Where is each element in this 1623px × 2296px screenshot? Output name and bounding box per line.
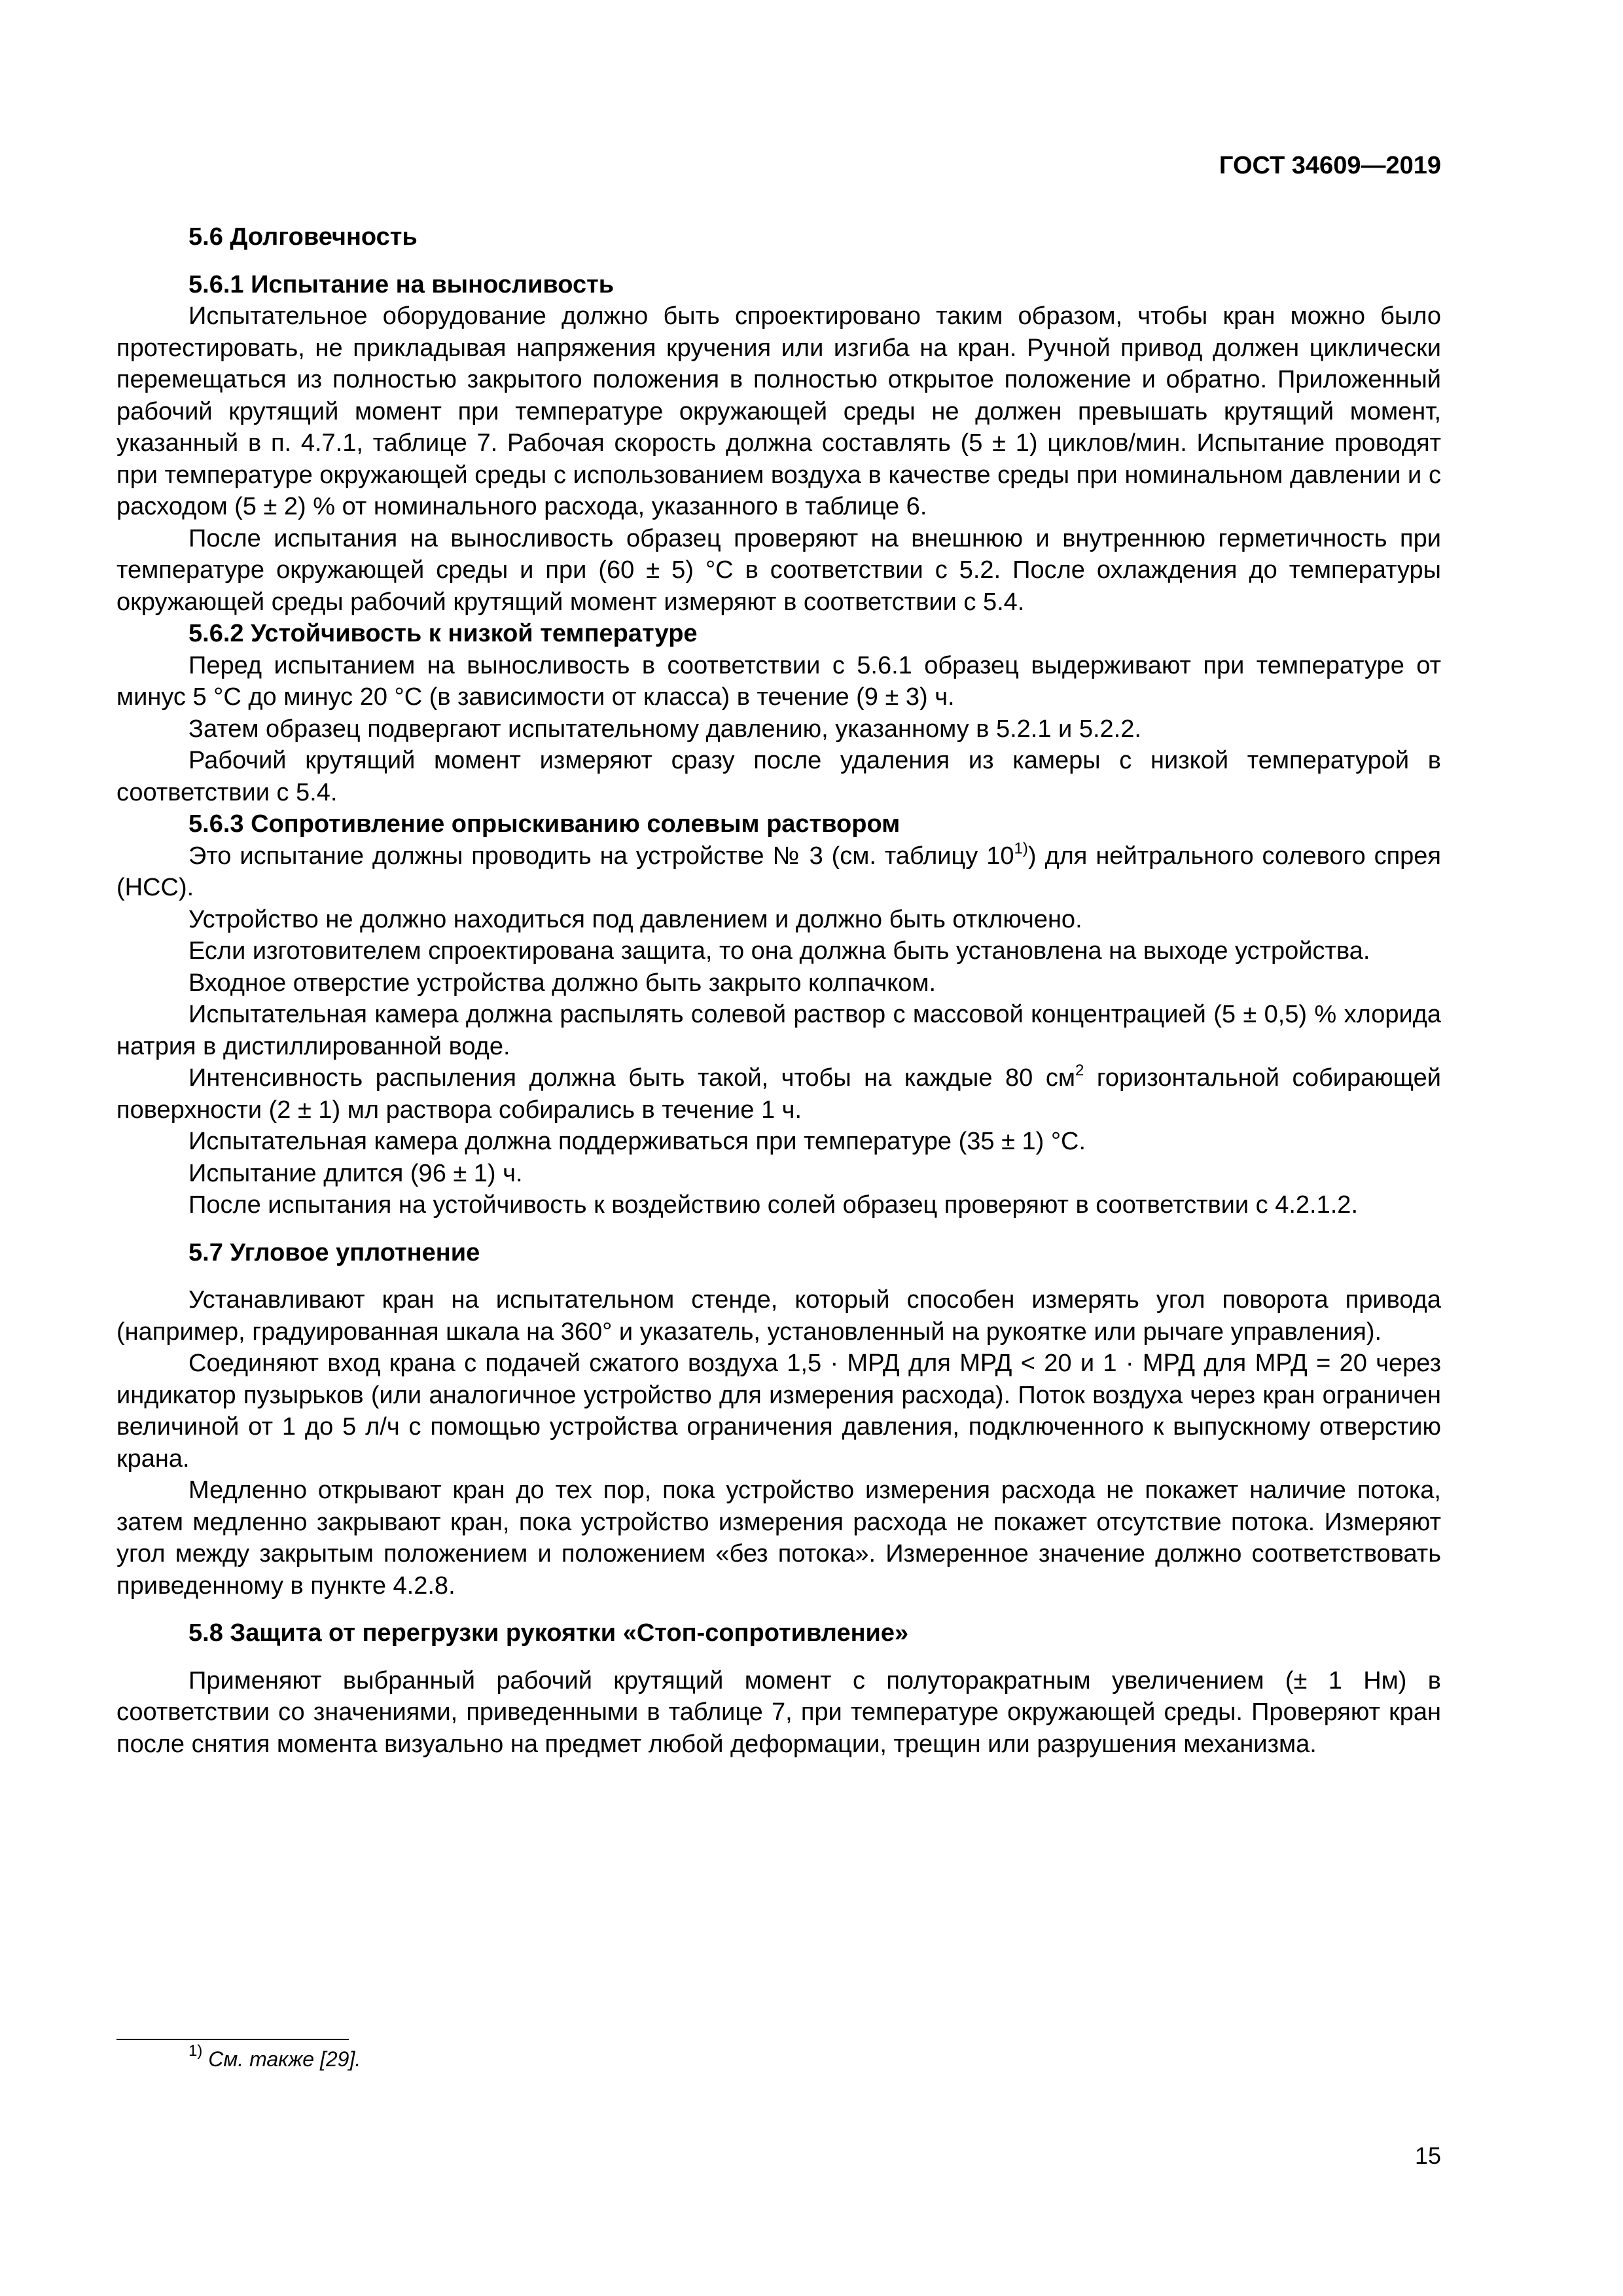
footnote-marker: 1) (188, 2042, 203, 2060)
paragraph: Соединяют вход крана с подачей сжатого воздуха 1,5 · МРД для МРД < 20 и 1 · МРД для МРД = 20 через индикатор пузырьков (или аналогичное устройство для измерения расхода). Поток воздуха через кран ограничен величиной от 1 до 5 л/ч с помощью устройства ограничения давления, подключенного к выпускному отверстию крана. (116, 1350, 1441, 1473)
paragraph: Испытательная камера должна распылять солевой раствор с массовой концентрацией (5 ± 0,5) % хлорида натрия в дистиллированной воде. (116, 1001, 1441, 1060)
document-body (116, 221, 1441, 1760)
paragraph-with-footnote-ref: Это испытание должны проводить на устройстве № 3 (см. таблицу 10$^{1)}$) для нейтрального солевого спрея (НСС). (116, 839, 1441, 901)
footnote-text: См. также [29]. (208, 2047, 361, 2071)
paragraph: Интенсивность распыления должна быть такой, чтобы на каждые 80 $см^2$ горизонтальной собирающей поверхности (2 ± 1) мл раствора собирались в течение 1 ч. (116, 1062, 1441, 1124)
paragraph: Испытательное оборудование должно быть спроектировано таким образом, чтобы кран можно было протестировать, не прикладывая напряжения кручения или изгиба на кран. Ручной привод должен циклически перемещаться из полностью закрытого положения в полностью открытое положение и обратно. Приложенный рабочий крутящий момент при температуре окружающей среды не должен превышать крутящий момент, указанный в п. 4.7.1, таблице 7. Рабочая скорость должна составлять (5 ± 1) циклов/мин. Испытание проводят при температуре окружающей среды с использованием воздуха в качестве среды при номинальном давлении и с расходом (5 ± 2) % от номинального расхода, указанного в таблице 6. (116, 302, 1441, 520)
footnote-separator (116, 2039, 349, 2040)
section-heading-5-8: 5.8 Защита от перегрузки рукоятки «Стоп-сопротивление» (188, 1619, 909, 1647)
paragraph: Если изготовителем спроектирована защита, то она должна быть установлена на выходе устройства. (188, 937, 1370, 965)
section-heading-5-6: 5.6 Долговечность (188, 223, 418, 251)
paragraph: Входное отверстие устройства должно быть закрыто колпачком. (188, 969, 936, 997)
paragraph: Затем образец подвергают испытательному давлению, указанному в 5.2.1 и 5.2.2. (188, 715, 1141, 743)
paragraph: Устройство не должно находиться под давлением и должно быть отключено. (188, 905, 1082, 933)
paragraph: После испытания на выносливость образец проверяют на внешнюю и внутреннюю герметичность при температуре окружающей среды и при (60 ± 5) °С в соответствии с 5.2. После охлаждения до температуры окружающей среды рабочий крутящий момент измеряют в соответствии с 5.4. (116, 524, 1441, 616)
footnote-reference: 1) (1014, 839, 1028, 857)
paragraph: Перед испытанием на выносливость в соответствии с 5.6.1 образец выдерживают при температуре от минус 5 °С до минус 20 °С (в зависимости от класса) в течение (9 ± 3) ч. (116, 651, 1441, 711)
paragraph: После испытания на устойчивость к воздействию солей образец проверяют в соответствии с 4.2.1.2. (188, 1191, 1359, 1219)
paragraph: Рабочий крутящий момент измеряют сразу после удаления из камеры с низкой температурой в соответствии с 5.4. (116, 747, 1441, 806)
subsection-heading-5-6-3: 5.6.3 Сопротивление опрыскиванию солевым раствором (188, 810, 901, 838)
paragraph: Испытательная камера должна поддерживаться при температуре (35 ± 1) °С. (188, 1128, 1086, 1155)
page-number: 15 (1414, 2142, 1441, 2169)
paragraph: Применяют выбранный рабочий крутящий момент с полуторакратным увеличением (± 1 Нм) в соответствии со значениями, приведенными в таблице 7, при температуре окружающей среды. Проверяют кран после снятия момента визуально на предмет любой деформации, трещин или разрушения механизма. (116, 1666, 1441, 1758)
paragraph: Испытание длится (96 ± 1) ч. (188, 1159, 523, 1187)
document-header: ГОСТ 34609—2019 (1219, 152, 1441, 179)
paragraph: Устанавливают кран на испытательном стенде, который способен измерять угол поворота привода (например, градуированная шкала на 360° и указатель, установленный на рукоятке или рычаге управления). (116, 1286, 1441, 1346)
subsection-heading-5-6-1: 5.6.1 Испытание на выносливость (188, 270, 615, 298)
footnote (188, 2042, 361, 2073)
section-heading-5-7: 5.7 Угловое уплотнение (188, 1238, 480, 1266)
paragraph: Медленно открывают кран до тех пор, пока устройство измерения расхода не покажет наличие потока, затем медленно закрывают кран, пока устройство измерения расхода не покажет отсутствие потока. Измеряют угол между закрытым положением и положением «без потока». Измеренное значение должно соответствовать приведенному в пункте 4.2.8. (116, 1477, 1441, 1600)
subsection-heading-5-6-2: 5.6.2 Устойчивость к низкой температуре (188, 620, 698, 647)
